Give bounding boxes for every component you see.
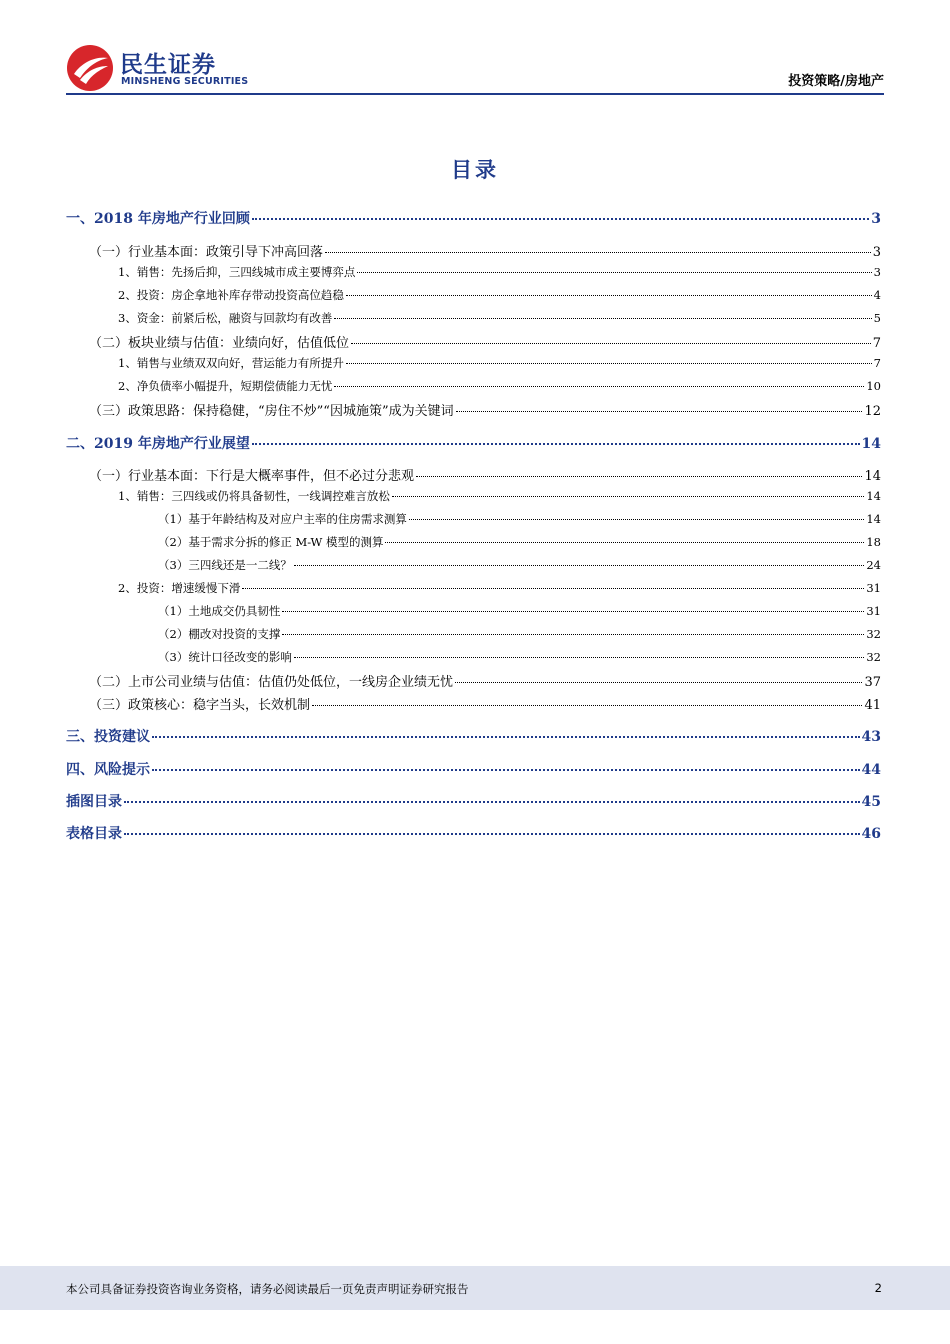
page-footer: [0, 1266, 950, 1310]
toc-entry-page: 18: [866, 535, 881, 549]
toc-entry-label: 1、销售与业绩双双向好，营运能力有所提升: [118, 356, 344, 370]
toc-entry-label: 2、投资：增速缓慢下滑: [118, 581, 241, 595]
dot-leader: [252, 443, 860, 445]
dot-leader: [152, 736, 860, 738]
dot-leader: [124, 801, 860, 803]
page-header: [0, 0, 950, 100]
dot-leader: [392, 496, 865, 497]
dot-leader: [456, 411, 863, 412]
minsheng-logo-icon: [66, 44, 114, 92]
toc-entry-label: （三）政策思路：保持稳健，“房住不炒”“因城施策”成为关键词: [89, 404, 454, 419]
toc-entry-subitem[interactable]: [158, 534, 881, 550]
dot-leader: [409, 519, 865, 520]
toc-entry-label: （三）政策核心：稳字当头，长效机制: [89, 698, 311, 713]
dot-leader: [312, 705, 862, 706]
dot-leader: [334, 318, 871, 319]
toc-entry-label: （二）上市公司业绩与估值：估值仍处低位，一线房企业绩无忧: [89, 675, 454, 690]
dot-leader: [294, 657, 865, 658]
toc-entry-item[interactable]: [118, 488, 881, 504]
toc-entry-label: 3、资金：前紧后松，融资与回款均有改善: [118, 311, 333, 325]
toc-entry-page: 3: [873, 265, 881, 279]
toc-entry-subsection[interactable]: [89, 241, 881, 260]
toc-entry-page: 41: [864, 698, 881, 713]
toc-entry-label: （一）行业基本面：下行是大概率事件，但不必过分悲观: [89, 469, 415, 484]
dot-leader: [346, 295, 872, 296]
toc-entry-figure-index[interactable]: [66, 791, 881, 811]
toc-entry-page: 32: [866, 650, 881, 664]
toc-entry-subsection[interactable]: [89, 400, 881, 419]
toc-entry-table-index[interactable]: [66, 823, 881, 843]
toc-entry-page: 46: [861, 826, 881, 842]
dot-leader: [346, 363, 872, 364]
toc-entry-item[interactable]: [118, 287, 881, 303]
dot-leader: [124, 833, 860, 835]
toc-entry-label: 2、净负债率小幅提升，短期偿债能力无忧: [118, 379, 333, 393]
toc-entry-label: 2、投资：房企拿地补库存带动投资高位趋稳: [118, 288, 344, 302]
dot-leader: [282, 634, 864, 635]
dot-leader: [416, 476, 862, 477]
dot-leader: [242, 588, 864, 589]
toc-entry-label: （1）土地成交仍具韧性: [158, 604, 281, 618]
dot-leader: [334, 386, 864, 387]
toc-entry-label: 三、投资建议: [66, 729, 150, 745]
dot-leader: [357, 272, 871, 273]
toc-entry-label: 二、2019 年房地产行业展望: [66, 436, 250, 452]
toc-entry-page: 14: [866, 512, 881, 526]
dot-leader: [351, 343, 871, 344]
toc-entry-item[interactable]: [118, 264, 881, 280]
dot-leader: [385, 542, 864, 543]
toc-entry-page: 37: [864, 675, 881, 690]
toc-entry-section-3[interactable]: [66, 726, 881, 746]
toc-entry-page: 32: [866, 627, 881, 641]
dot-leader: [152, 769, 860, 771]
toc-entry-page: 7: [872, 336, 881, 351]
toc-entry-page: 44: [861, 762, 881, 778]
toc-entry-subitem[interactable]: [158, 626, 881, 642]
toc-entry-page: 5: [873, 311, 881, 325]
toc-entry-section-1[interactable]: [66, 208, 881, 228]
header-divider: [66, 93, 884, 95]
toc-entry-subitem[interactable]: [158, 557, 881, 573]
toc-entry-label: 四、风险提示: [66, 762, 150, 778]
toc-entry-label: 1、销售：三四线或仍将具备韧性，一线调控难言放松: [118, 489, 390, 503]
toc-entry-label: （2）棚改对投资的支撑: [158, 627, 281, 641]
toc-entry-page: 31: [866, 581, 881, 595]
footer-disclaimer: 本公司具备证券投资咨询业务资格，请务必阅读最后一页免责声明证券研究报告: [66, 1282, 469, 1296]
toc-entry-page: 24: [866, 558, 881, 572]
toc-entry-page: 4: [873, 288, 881, 302]
toc-entry-label: （2）基于需求分拆的修正 M-W 模型的测算: [158, 535, 384, 549]
brand-name-en: MINSHENG SECURITIES: [121, 76, 249, 87]
dot-leader: [282, 611, 864, 612]
toc-entry-label: （1）基于年龄结构及对应户主率的住房需求测算: [158, 512, 407, 526]
toc-entry-subsection[interactable]: [89, 465, 881, 484]
dot-leader: [325, 252, 871, 253]
toc-entry-label: 表格目录: [66, 826, 122, 842]
toc-entry-page: 43: [861, 729, 881, 745]
page-number: 2: [874, 1281, 882, 1295]
toc-entry-item[interactable]: [118, 378, 881, 394]
toc-entry-page: 31: [866, 604, 881, 618]
toc-entry-page: 12: [864, 404, 881, 419]
toc-entry-page: 14: [864, 469, 881, 484]
toc-title: 目录: [451, 158, 499, 182]
toc-entry-page: 14: [861, 436, 881, 452]
toc-entry-subitem[interactable]: [158, 649, 881, 665]
toc-entry-item[interactable]: [118, 310, 881, 326]
toc-entry-label: 1、销售：先扬后抑，三四线城市成主要博弈点: [118, 265, 356, 279]
toc-entry-label: （3）三四线还是一二线？: [158, 558, 292, 572]
toc-entry-section-4[interactable]: [66, 759, 881, 779]
toc-entry-subitem[interactable]: [158, 603, 881, 619]
toc-entry-label: （一）行业基本面：政策引导下冲高回落: [89, 245, 324, 260]
toc-entry-subsection[interactable]: [89, 694, 881, 713]
toc-entry-subsection[interactable]: [89, 671, 881, 690]
dot-leader: [294, 565, 865, 566]
toc-entry-page: 3: [872, 245, 881, 260]
toc-entry-label: （二）板块业绩与估值：业绩向好，估值低位: [89, 336, 350, 351]
toc-entry-label: （3）统计口径改变的影响: [158, 650, 292, 664]
toc-entry-page: 7: [873, 356, 881, 370]
toc-entry-page: 14: [866, 489, 881, 503]
dot-leader: [455, 682, 862, 683]
toc-entry-label: 一、2018 年房地产行业回顾: [66, 211, 250, 227]
report-category: 投资策略/房地产: [788, 74, 884, 89]
toc-entry-item[interactable]: [118, 580, 881, 596]
toc-entry-page: 3: [871, 211, 881, 227]
dot-leader: [252, 218, 869, 220]
toc-entry-label: 插图目录: [66, 794, 122, 810]
toc-entry-page: 45: [861, 794, 881, 810]
toc-entry-section-2[interactable]: [66, 433, 881, 453]
toc-entry-item[interactable]: [118, 355, 881, 371]
toc-entry-subitem[interactable]: [158, 511, 881, 527]
toc-entry-subsection[interactable]: [89, 332, 881, 351]
brand-name-cn: 民生证券: [120, 52, 216, 78]
toc-entry-page: 10: [866, 379, 881, 393]
